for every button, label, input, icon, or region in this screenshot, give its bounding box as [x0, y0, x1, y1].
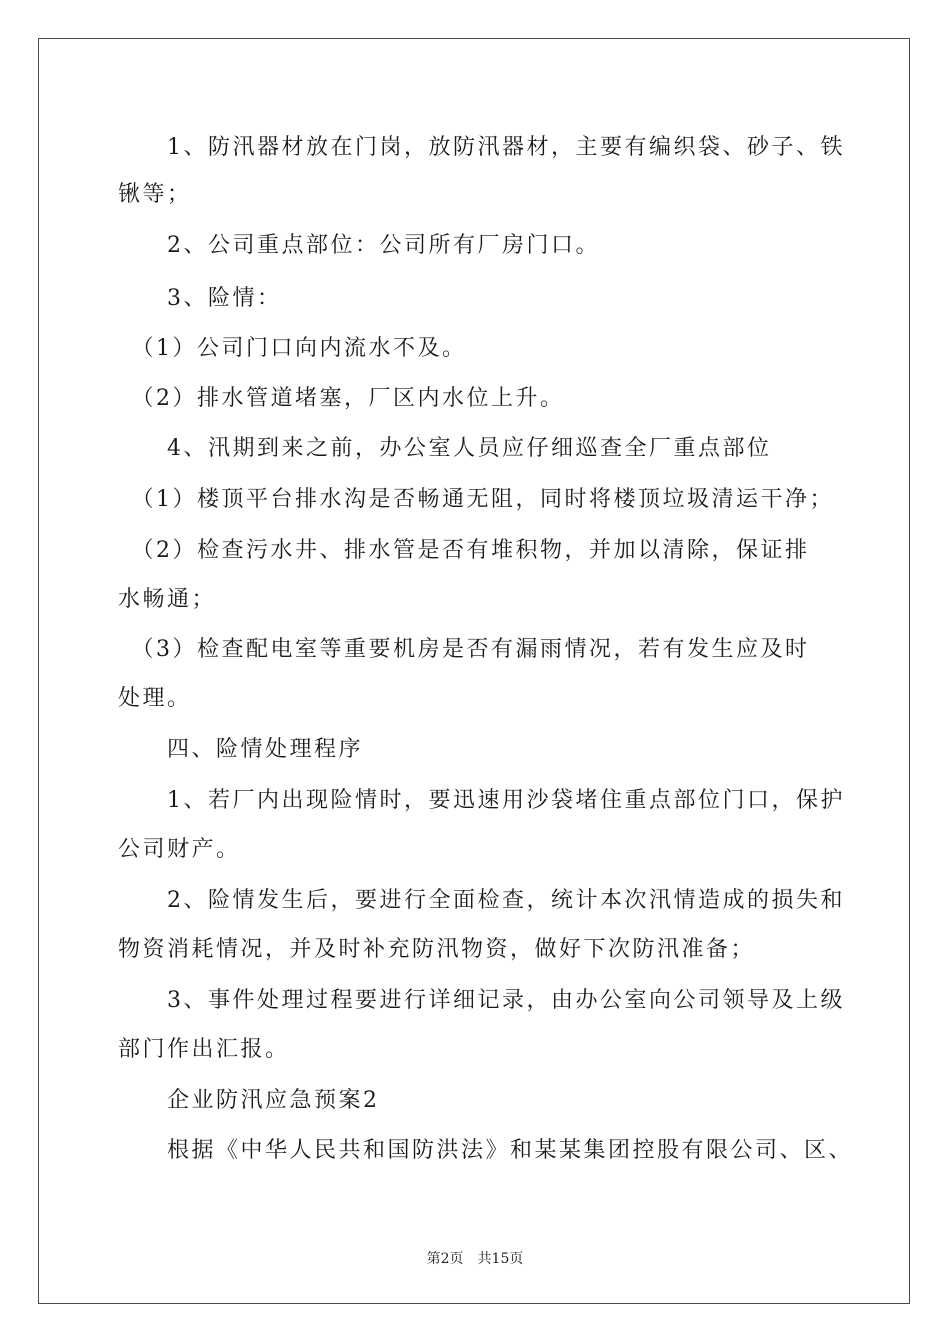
paragraph-line: 部门作出汇报。: [118, 1037, 290, 1062]
paragraph-line: （1）楼顶平台排水沟是否畅通无阻，同时将楼顶垃圾清运干净；: [118, 487, 834, 512]
section-heading: 四、险情处理程序: [118, 737, 364, 762]
paragraph-line: 3、事件处理过程要进行详细记录，由办公室向公司领导及上级: [118, 988, 845, 1013]
paragraph-line: 水畅通；: [118, 587, 217, 612]
paragraph-line: 锹等；: [118, 182, 192, 207]
paragraph-line: 根据《中华人民共和国防洪法》和某某集团控股有限公司、区、: [118, 1138, 854, 1163]
paragraph-line: （2）检查污水井、排水管是否有堆积物，并加以清除，保证排: [118, 538, 810, 563]
paragraph-line: （3）检查配电室等重要机房是否有漏雨情况，若有发生应及时: [118, 637, 810, 662]
paragraph-line: 2、公司重点部位：公司所有厂房门口。: [118, 233, 600, 258]
section-heading: 企业防汛应急预案2: [118, 1088, 380, 1113]
paragraph-line: （1）公司门口向内流水不及。: [118, 336, 467, 361]
paragraph-line: 4、汛期到来之前，办公室人员应仔细巡查全厂重点部位: [118, 436, 772, 461]
paragraph-line: 物资消耗情况，并及时补充防汛物资，做好下次防汛准备；: [118, 937, 756, 962]
paragraph-line: 1、若厂内出现险情时，要迅速用沙袋堵住重点部位门口，保护: [118, 788, 845, 813]
paragraph-line: 公司财产。: [118, 837, 241, 862]
paragraph-line: 3、险情：: [118, 286, 282, 311]
paragraph-line: 处理。: [118, 686, 192, 711]
paragraph-line: （2）排水管道堵塞，厂区内水位上升。: [118, 386, 565, 411]
paragraph-line: 2、险情发生后，要进行全面检查，统计本次汛情造成的损失和: [118, 888, 845, 913]
paragraph-line: 1、防汛器材放在门岗，放防汛器材，主要有编织袋、砂子、铁: [118, 135, 845, 160]
page-number-footer: 第2页 共15页: [426, 1251, 524, 1267]
